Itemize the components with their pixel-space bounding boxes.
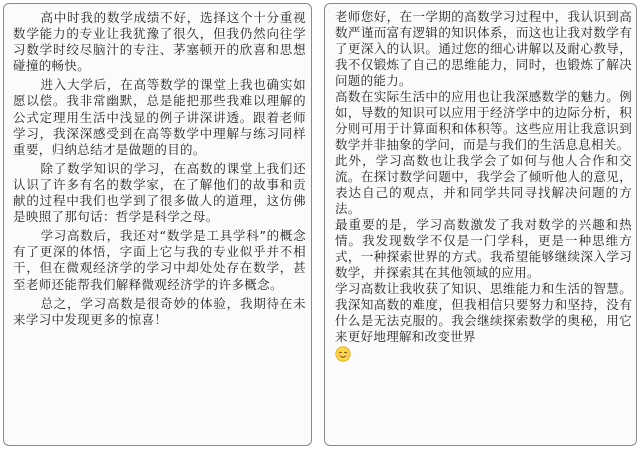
right-paragraph-2: 高数在实际生活中的应用也让我深感数学的魅力。例如，导数的知识可以应用于经济学中的边际分析，积分则可用于计算面积和体积等。这些应用让我意识到数学并非抽象的学问，而是与我们的生活息息相关。 — [335, 89, 632, 152]
right-essay-panel — [324, 3, 637, 446]
right-paragraph-4: 最重要的是，学习高数激发了我对数学的兴趣和热情。我发现数学不仅是一门学科，更是一种思维方式，一种探索世界的方式。我希望能够继续深入学习数学，并探索其在其他领域的应用。 — [335, 217, 632, 280]
left-paragraph-2: 进入大学后，在高等数学的课堂上我也确实如愿以偿。我非常幽默，总是能把那些我难以理解的公式定理用生活中浅显的例子讲深讲透。跟着老师学习，我深深感受到在高等数学中理解与练习同样重要，归纳总结才是做题的目的。 — [13, 77, 306, 157]
right-essay-text — [335, 9, 632, 362]
smiling-face-emoji-icon — [335, 346, 351, 362]
left-paragraph-3: 除了数学知识的学习，在高数的课堂上我们还认识了许多有名的数学家，在了解他们的故事和贡献的过程中我们也学到了很多做人的道理，这仿佛是映照了那句话：哲学是科学之母。 — [13, 160, 306, 225]
left-essay-text — [13, 10, 306, 328]
left-paragraph-5: 总之，学习高数是很奇妙的体验，我期待在未来学习中发现更多的惊喜！ — [13, 295, 306, 327]
right-paragraph-3: 此外，学习高数也让我学会了如何与他人合作和交流。在探讨数学问题中，我学会了倾听他人的意见，表达自己的观点，并和同学共同寻找解决问题的方法。 — [335, 153, 632, 216]
left-paragraph-4: 学习高数后，我还对“数学是工具学科”的概念有了更深的体悟，字面上它与我的专业似乎并不相干，但在微观经济学的学习中却处处存在数学，甚至老师还能帮我们解释微观经济学的许多概念。 — [13, 228, 306, 292]
left-paragraph-1: 高中时我的数学成绩不好，选择这个十分重视数学能力的专业让我犹豫了很久，但我仍然向往学习数学时绞尽脑汁的专注、茅塞顿开的欣喜和思想碰撞的畅快。 — [13, 10, 306, 74]
right-paragraph-5: 学习高数让我收获了知识、思维能力和生活的智慧。我深知高数的难度，但我相信只要努力和坚持，没有什么是无法克服的。我会继续探索数学的奥秘，用它来更好地理解和改变世界 — [335, 281, 632, 344]
right-paragraph-1: 老师您好，在一学期的高数学习过程中，我认识到高数严谨而富有逻辑的知识体系，而这也让我对数学有了更深入的认识。通过您的细心讲解以及耐心教导，我不仅锻炼了自己的思维能力，同时，也锻炼了解决问题的能力。 — [335, 9, 632, 88]
left-essay-panel — [3, 3, 312, 446]
